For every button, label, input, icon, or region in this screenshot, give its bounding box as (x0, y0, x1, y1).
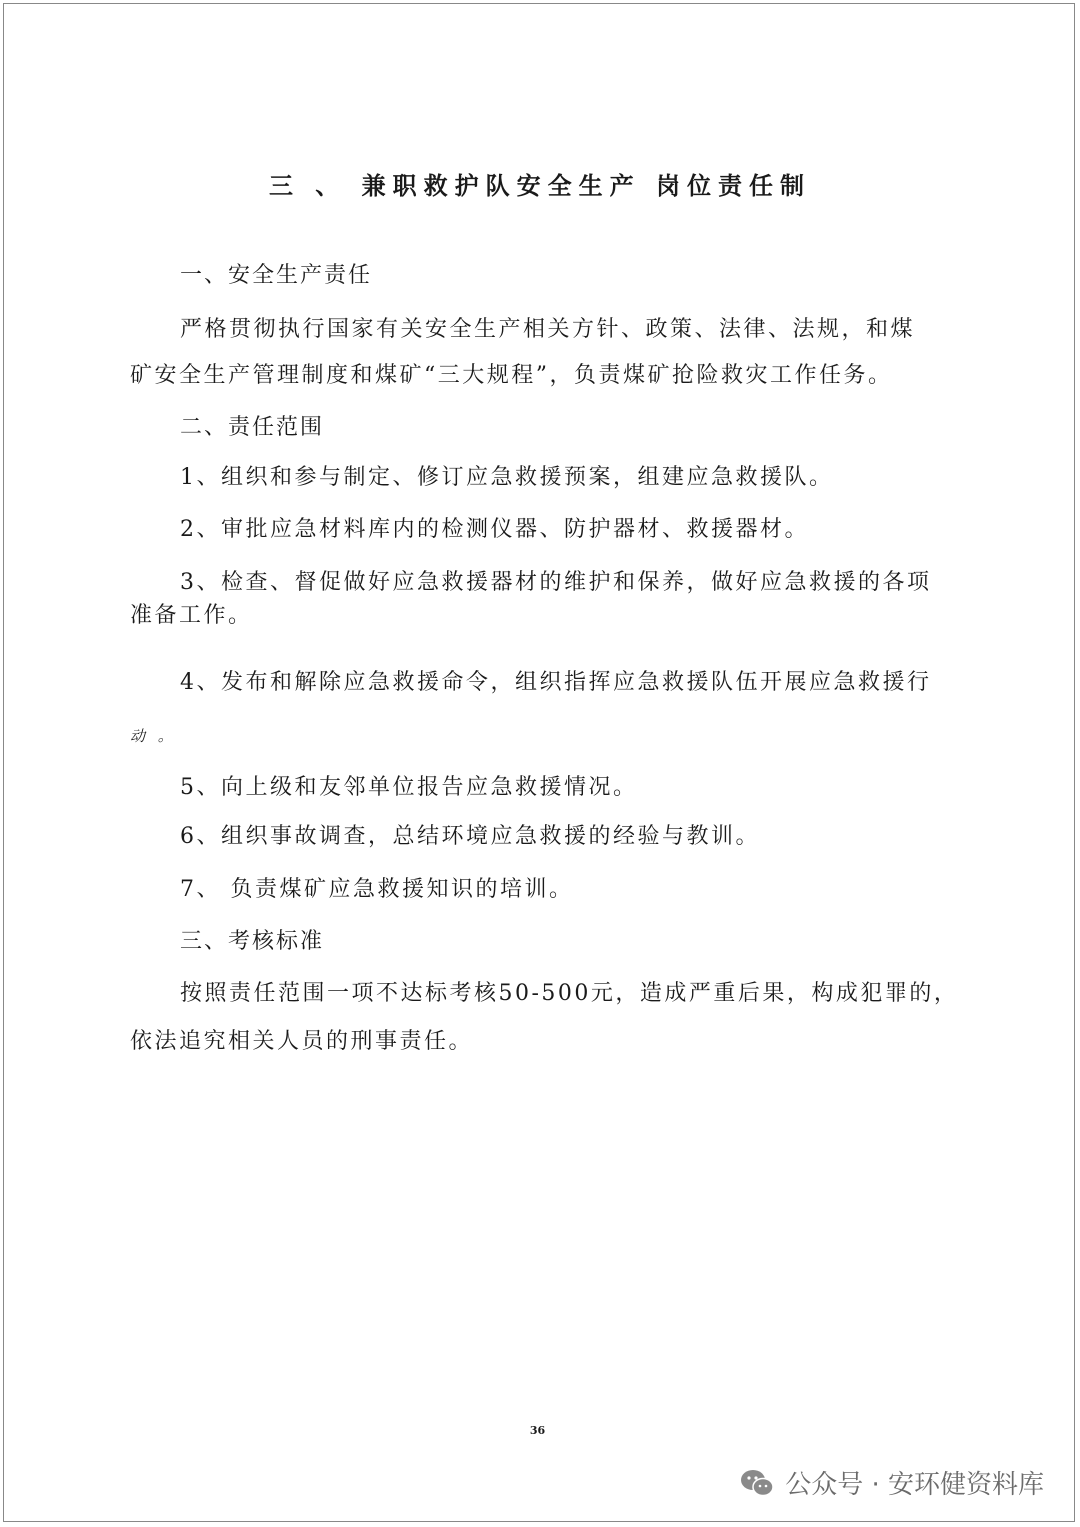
page-border (3, 3, 1075, 1522)
paragraph-line: 矿安全生产管理制度和煤矿“三大规程”，负责煤矿抢险救灾工作任务。 (130, 363, 893, 388)
list-item: 7、 负责煤矿应急救援知识的培训。 (180, 877, 574, 902)
list-item-continuation: 动 。 (130, 727, 177, 745)
paragraph-line: 依法追究相关人员的刑事责任。 (130, 1029, 474, 1054)
list-item: 3、检查、督促做好应急救援器材的维护和保养，做好应急救援的各项 (180, 570, 932, 595)
page-number: 36 (529, 1424, 546, 1437)
paragraph-line: 严格贯彻执行国家有关安全生产相关方针、政策、法律、法规，和煤 (180, 317, 916, 342)
list-item: 1、组织和参与制定、修订应急救援预案，组建应急救援队。 (180, 465, 834, 490)
watermark (739, 1464, 1044, 1501)
list-item-continuation: 准备工作。 (130, 603, 253, 628)
list-item: 4、发布和解除应急救援命令，组织指挥应急救援队伍开展应急救援行 (180, 670, 932, 695)
document-title: 三 、 兼职救护队安全生产 岗位责任制 (268, 171, 812, 200)
section-heading-responsibility-scope: 二、责任范围 (180, 415, 325, 440)
section-heading-safety-responsibility: 一、安全生产责任 (180, 263, 373, 288)
paragraph-line: 按照责任范围一项不达标考核50-500元，造成严重后果，构成犯罪的， (180, 981, 959, 1006)
section-heading-assessment-standard: 三、考核标准 (180, 929, 325, 954)
wechat-icon (739, 1467, 775, 1499)
list-item: 5、向上级和友邻单位报告应急救援情况。 (180, 775, 638, 800)
watermark-text: 公众号 · 安环健资料库 (785, 1470, 1044, 1500)
list-item: 2、审批应急材料库内的检测仪器、防护器材、救援器材。 (180, 517, 809, 542)
list-item: 6、组织事故调查，总结环境应急救援的经验与教训。 (180, 824, 760, 849)
